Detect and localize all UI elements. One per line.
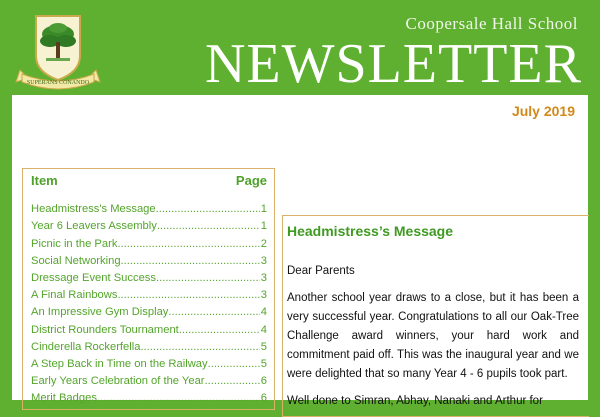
toc-entry[interactable]: [31, 215, 267, 232]
newsletter-page: [12, 95, 588, 407]
toc-entry-label: Year 6 Leavers Assembly: [31, 220, 157, 233]
article-paragraph: Well done to Simran, Abhay, Nanaki and Arthur for: [287, 395, 543, 407]
toc-entry-page: [260, 409, 267, 410]
toc-item-header: Item: [31, 173, 58, 188]
toc-entry-label: Picnic in the Park: [31, 237, 118, 250]
toc-entry-label: Merit Badges: [31, 392, 97, 405]
toc-leader-dots: [205, 375, 260, 387]
toc-entry-label: Dressage Event Success: [31, 271, 156, 284]
toc-entry[interactable]: [31, 301, 267, 318]
toc-entry-page: 3: [260, 254, 267, 267]
article-title: Headmistress’s Message: [287, 223, 454, 239]
toc-entry[interactable]: [31, 232, 267, 249]
school-crest-logo: [14, 12, 102, 92]
newsletter-title: NEWSLETTER: [204, 33, 582, 95]
toc-entry-label: Social Networking: [31, 254, 121, 267]
toc-entry-page: 4: [260, 323, 267, 336]
toc-entry[interactable]: [31, 318, 267, 335]
toc-entry-page: 6: [260, 375, 267, 388]
toc-leader-dots: [117, 289, 259, 301]
toc-leader-dots: [121, 255, 260, 267]
toc-entry-label: District Rounders Tournament: [31, 323, 179, 336]
toc-entry[interactable]: [31, 250, 267, 267]
toc-leader-dots: [97, 392, 260, 404]
toc-entry[interactable]: [31, 336, 267, 353]
toc-leader-dots: [208, 358, 260, 370]
toc-leader-dots: [179, 324, 260, 336]
toc-header: [23, 169, 274, 188]
toc-entry-label: A Step Back in Time on the Railway: [31, 357, 208, 370]
table-of-contents: [22, 168, 275, 410]
article-paragraph: Another school year draws to a close, but it has been a very successful year. Congratulations to all our Oak-Tree Challenge award winners, your hard work and commitment paid off. This was the inaugural year and we were delighted that so many Year 4 - 6 pupils took part.: [287, 292, 579, 380]
toc-entry-label: Early Years Celebration of the Year: [31, 375, 205, 388]
toc-entry-page: 3: [260, 271, 267, 284]
toc-entry-page: 3: [260, 289, 267, 302]
toc-entry-label: Cinderella Rockerfella: [31, 340, 141, 353]
school-name: Coopersale Hall School: [405, 14, 578, 33]
toc-entry-page: 5: [260, 357, 267, 370]
toc-entry[interactable]: [31, 198, 267, 215]
headmistress-message-article: [282, 215, 589, 417]
crest-motto: SUPERANS CONANDO: [26, 80, 90, 86]
toc-entry[interactable]: [31, 267, 267, 284]
toc-entry[interactable]: [31, 370, 267, 387]
toc-entry-page: 6: [260, 392, 267, 405]
toc-entry-page: 2: [260, 237, 267, 250]
toc-entry-page: 4: [260, 306, 267, 319]
toc-entry-label: An Impressive Gym Display: [31, 306, 169, 319]
toc-entry-page: 1: [260, 203, 267, 216]
toc-leader-dots: [157, 220, 260, 232]
toc-entry-page: 5: [260, 340, 267, 353]
toc-entry[interactable]: [31, 284, 267, 301]
toc-leader-dots: [117, 238, 259, 250]
toc-leader-dots: [156, 203, 260, 215]
toc-entry[interactable]: [31, 387, 267, 404]
toc-entry-label: A Final Rainbows: [31, 289, 118, 302]
toc-leader-dots: [140, 341, 259, 353]
toc-page-header: Page: [235, 173, 267, 188]
toc-leader-dots: [168, 306, 259, 318]
toc-entry[interactable]: [31, 404, 267, 410]
article-greeting: Dear Parents: [287, 265, 355, 277]
toc-leader-dots: [156, 272, 260, 284]
toc-entry[interactable]: [31, 353, 267, 370]
article-body: [283, 262, 589, 411]
issue-date: July 2019: [511, 103, 575, 119]
toc-entry-label: Headmistress's Message: [31, 203, 156, 216]
toc-entry-page: 1: [260, 220, 267, 233]
toc-list: [23, 198, 274, 410]
toc-leader-dots: [176, 409, 260, 410]
toc-entry-label: [31, 409, 176, 410]
